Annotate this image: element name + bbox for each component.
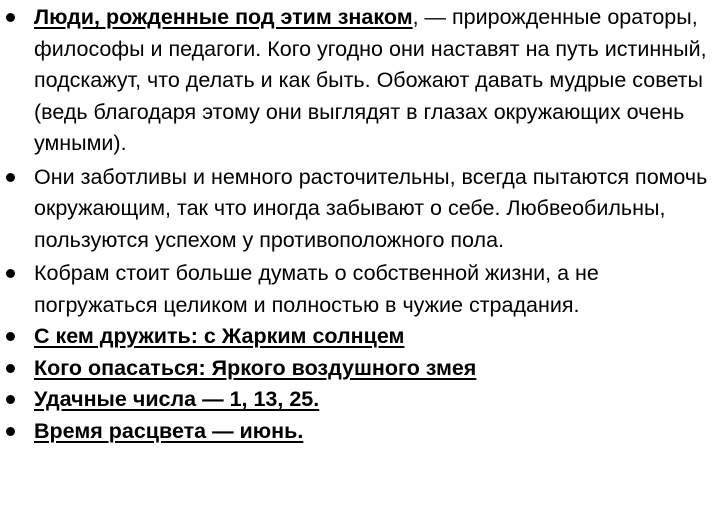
bullet-dot-icon [6, 364, 15, 373]
bullet-dot-icon [6, 173, 15, 182]
beware-line: Кого опасаться: Яркого воздушного змея [34, 355, 477, 380]
list-item-advice [0, 258, 722, 321]
list-item-traits [0, 2, 722, 160]
prime-time-line: Время расцвета — июнь. [34, 418, 304, 443]
heading-born-under-sign: Люди, рожденные под этим знаком [34, 5, 413, 29]
bullet-dot-icon [6, 269, 15, 278]
lucky-numbers-line: Удачные числа — 1, 13, 25. [34, 387, 320, 411]
list-item-beware [0, 353, 722, 385]
item-text: Они заботливы и немного расточительны, всегда пытаются помочь окружающим, так что иногда забывают о себе. Любвеобильны, пользуются успехом у противоположного пола. [34, 164, 708, 252]
list-item-caring [0, 162, 722, 257]
friends-line: С кем дружить: с Жарким солнцем [34, 324, 405, 348]
item-text: , — прирожденные ораторы, философы и педагоги. Кого угодно они наставят на путь истинный, подскажут, что делать и как быть. Обожают давать мудрые советы (ведь благодаря этому они выглядят в глазах окружающих очень умными). [34, 5, 707, 155]
bullet-dot-icon [6, 427, 15, 436]
bullet-dot-icon [6, 332, 15, 341]
list-item-lucky-numbers [0, 384, 722, 416]
list-item-prime-time [0, 416, 722, 448]
list-item-friends [0, 321, 722, 353]
bullet-dot-icon [6, 395, 15, 404]
item-text: Кобрам стоит больше думать о собственной жизни, а не погружаться целиком и полностью в чужие страдания. [34, 261, 599, 317]
bullet-dot-icon [6, 13, 15, 22]
bullet-list [0, 2, 722, 447]
